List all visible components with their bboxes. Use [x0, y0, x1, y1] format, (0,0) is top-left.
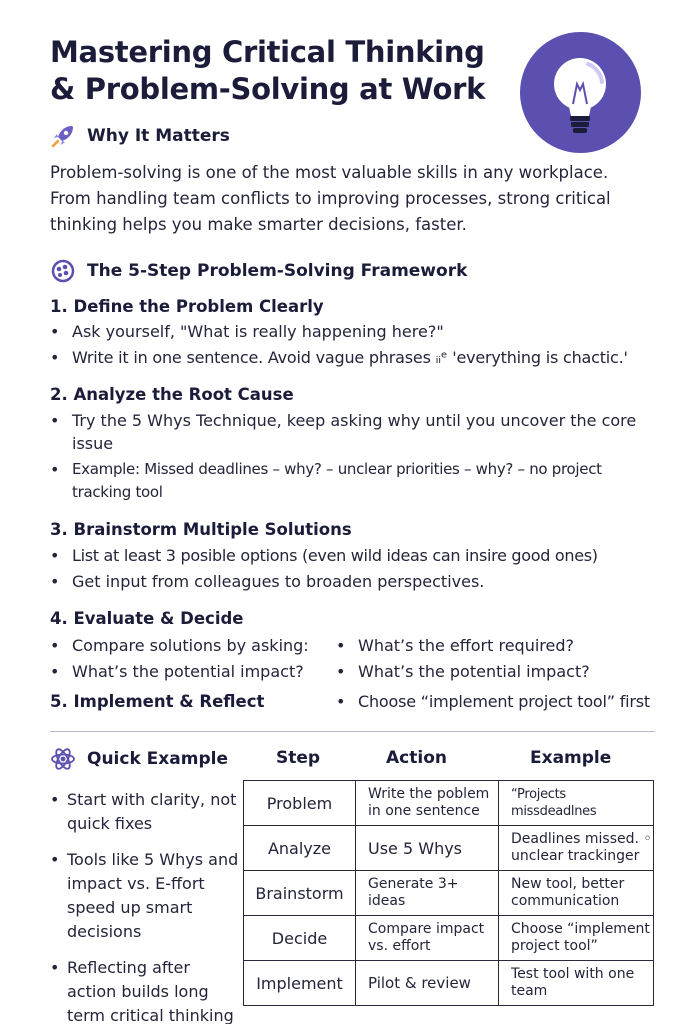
- step-2-list: [50, 409, 655, 507]
- list-item: • Reflecting after action builds long term critical thinking: [50, 956, 240, 1024]
- table-row: [244, 871, 654, 916]
- table-cell: Use 5 Whys: [356, 826, 499, 871]
- lightbulb-icon: [520, 32, 641, 153]
- table-row: [244, 961, 654, 1006]
- table-cell: Implement: [244, 961, 356, 1006]
- framework-heading-text: The 5-Step Problem-Solving Framework: [87, 261, 468, 281]
- list-item: • List at least 3 posible options (even wild ideas can insire good ones): [50, 544, 660, 567]
- table-cell: Brainstorm: [244, 871, 356, 916]
- step-4-right-list: [336, 634, 656, 686]
- table-row: [244, 781, 654, 826]
- divider: [50, 731, 655, 732]
- list-item: • Get input from colleagues to broaden perspectives.: [50, 570, 660, 593]
- list-item: • Write it in one sentence. Avoid vague phrases ᵢᵢᵉ 'everything is chactic.': [50, 346, 660, 369]
- table-cell: Choose “implement project tool”: [499, 916, 654, 961]
- table-cell: Problem: [244, 781, 356, 826]
- table-cell: “Projects missdeadlnes: [499, 781, 654, 826]
- rocket-icon: [50, 123, 76, 149]
- step-5-title: 5. Implement & Reflect: [50, 692, 265, 711]
- table-cell: Generate 3+ ideas: [356, 871, 499, 916]
- step-1-title: 1. Define the Problem Clearly: [50, 297, 324, 316]
- step-5-list: [336, 690, 666, 716]
- table-cell: New tool, better communication: [499, 871, 654, 916]
- list-item: • Tools like 5 Whys and impact vs. E-ffort speed up smart decisions: [50, 848, 240, 944]
- list-item: • Example: Missed deadlines – why? – unclear priorities – why? – no project tracking tool: [50, 458, 655, 504]
- list-item: • Choose “implement project tool” first: [336, 690, 666, 713]
- step-1-list: [50, 320, 660, 372]
- list-item: • What’s the potential impact?: [336, 660, 656, 683]
- list-item: • Start with clarity, not quick fixes: [50, 788, 240, 836]
- list-item: • Ask yourself, "What is really happening here?": [50, 320, 660, 343]
- page-title: Mastering Critical Thinking & Problem-Solving at Work: [50, 35, 486, 106]
- step-2-title: 2. Analyze the Root Cause: [50, 385, 294, 404]
- table-header-action: Action: [386, 748, 447, 768]
- list-item: • What’s the potential impact?: [50, 660, 340, 683]
- step-3-title: 3. Brainstorm Multiple Solutions: [50, 520, 352, 539]
- table-header-step: Step: [276, 748, 321, 768]
- example-table: [243, 780, 654, 1006]
- step-3-list: [50, 544, 660, 596]
- step-4-left-list: [50, 634, 340, 686]
- quick-list: [50, 788, 240, 1024]
- list-item: • Try the 5 Whys Technique, keep asking why until you uncover the core issue: [50, 409, 655, 455]
- table-cell: Pilot & review: [356, 961, 499, 1006]
- table-cell: Deadlines missed. ◦ unclear trackinger: [499, 826, 654, 871]
- quick-heading: [50, 746, 228, 772]
- table-cell: Decide: [244, 916, 356, 961]
- quick-heading-text: Quick Example: [87, 749, 228, 769]
- intro-text: Problem-solving is one of the most valuable skills in any workplace. From handling team conflicts to improving processes, strong critical thinking helps you make smarter decisions, faster.: [50, 163, 611, 234]
- atom-icon: [50, 746, 76, 772]
- table-row: [244, 826, 654, 871]
- why-heading: [50, 123, 230, 149]
- why-heading-text: Why It Matters: [87, 126, 230, 146]
- framework-heading: [50, 258, 467, 284]
- step-4-title: 4. Evaluate & Decide: [50, 609, 244, 628]
- table-cell: Write the poblem in one sentence: [356, 781, 499, 826]
- brain-icon: [50, 258, 76, 284]
- table-cell: Analyze: [244, 826, 356, 871]
- table-cell: Test tool with one team: [499, 961, 654, 1006]
- list-item: • What’s the effort required?: [336, 634, 656, 657]
- table-row: [244, 916, 654, 961]
- list-item: • Compare solutions by asking:: [50, 634, 340, 657]
- table-header-example: Example: [530, 748, 612, 768]
- table-cell: Compare impact vs. effort: [356, 916, 499, 961]
